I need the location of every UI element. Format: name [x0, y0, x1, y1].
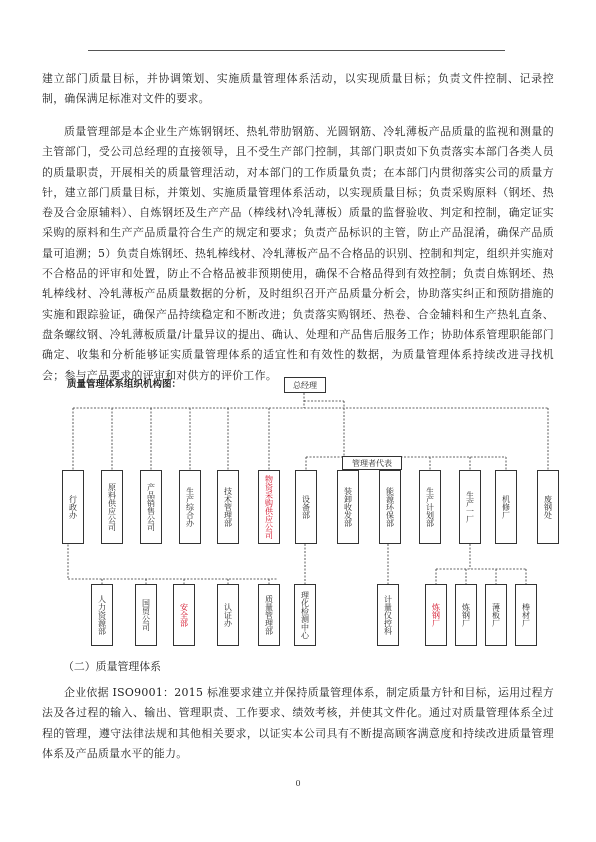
org-node-level1: 机修厂 [495, 470, 517, 544]
org-node-level2: 安全部 [173, 584, 195, 646]
paragraph-2: 质量管理部是本企业生产炼钢钢坯、热轧带肋钢筋、光圆钢筋、冷轧薄板产品质量的监视和测量的主管部门，受公司总经理的直接领导，且不受生产部门控制，其部门职责如下负责落实本部门各类人员的质量职责，开展相关的质量管理活动，对本部门的工作质量负责；在本部门内贯彻落实公司的质量方针，建立部门质量目标，并策划、实施质量管理体系活动，以实现质量目标；负责采购原料（钢坯、热卷及合金原辅料）、自炼钢坯及生产产品（棒线材\冷轧薄板）质量的监督验收、判定和控制，确定证实采购的原料和生产产品质量符合生产的规定和要求；负责产品标识的主管，防止产品混淆，确保产品质量可追溯；5）负责自炼钢坯、热轧棒线材、冷轧薄板产品不合格品的识别、控制和判定，组织并实施对不合格品的评审和处置，防止不合格品被非预期使用，确保不合格品得到有效控制；负责自炼钢坯、热轧棒线材、冷轧薄板产品质量数据的分析，及时组织召开产品质量分析会，协助落实纠正和预防措施的实施和跟踪验证，确保产品持续稳定和不断改进；负责落实购钢坯、热卷、合金辅料和生产热轧直条、盘条螺纹钢、冷轧薄板质量/计量异议的提出、确认、处理和产品售后服务工作；协助体系管理职能部门确定、收集和分析能够证实质量管理体系的适宜性和有效性的数据，为质量管理体系持续改进寻找机会；参与产品要求的评审和对供方的评价工作。 [42, 125, 554, 382]
org-node-level3: 炼钢厂 [455, 584, 477, 646]
paragraph-4: 企业依据 ISO9001：2015 标准要求建立并保持质量管理体系，制定质量方针和目标，运用过程方法及各过程的输入、输出、管理职责、工作要求、绩效考核，并使其文件化。通过对质量管理体系全过程的管理，遵守法律法规和其他相关要求，以证实本公司具有不断提高顾客满意度和持续改进质量管理体系及产品质量水平的能力。 [42, 686, 554, 760]
org-node-level1: 行政办 [62, 470, 84, 544]
org-node-level2: 计量仪控科 [377, 584, 399, 646]
org-node-level3: 棒材厂 [515, 584, 537, 646]
org-node-level1: 设备部 [295, 470, 317, 544]
org-node-level2: 人力资源部 [91, 584, 113, 646]
org-node-level1: 技术管理部 [217, 470, 239, 544]
org-chart-title: 质量管理体系组织机构图： [67, 379, 182, 390]
org-node-level2: 质量管理部 [258, 584, 280, 646]
node-management-rep: 管理者代表 [342, 456, 402, 470]
org-node-level3: 薄板厂 [485, 584, 507, 646]
node-general-manager: 总经理 [284, 377, 326, 393]
section-heading: （二）质量管理体系 [63, 660, 162, 673]
header-rule [88, 50, 505, 51]
org-node-level1: 废钢处 [537, 470, 559, 544]
org-node-level1: 产品销售公司 [140, 470, 162, 544]
org-node-level1: 生产综合办 [179, 470, 201, 544]
org-node-level1: 生产一厂 [459, 470, 481, 544]
org-node-level1: 装卸收发部 [337, 470, 359, 544]
org-node-level1: 能源环保部 [379, 470, 401, 544]
org-chart [58, 374, 558, 659]
org-node-level2: 理化检测中心 [294, 584, 316, 646]
org-node-level2: 国贸公司 [135, 584, 157, 646]
org-node-level2: 认证办 [217, 584, 239, 646]
paragraph-1: 建立部门质量目标，并协调策划、实施质量管理体系活动，以实现质量目标；负责文件控制、记录控制，确保满足标准对文件的要求。 [42, 72, 554, 106]
org-node-level1: 物资采购供应公司 [258, 470, 280, 544]
page-number: 0 [295, 779, 301, 788]
org-node-level3: 炼钢厂 [425, 584, 447, 646]
org-node-level1: 原料供应公司 [101, 470, 123, 544]
org-node-level1: 生产计划部 [419, 470, 441, 544]
